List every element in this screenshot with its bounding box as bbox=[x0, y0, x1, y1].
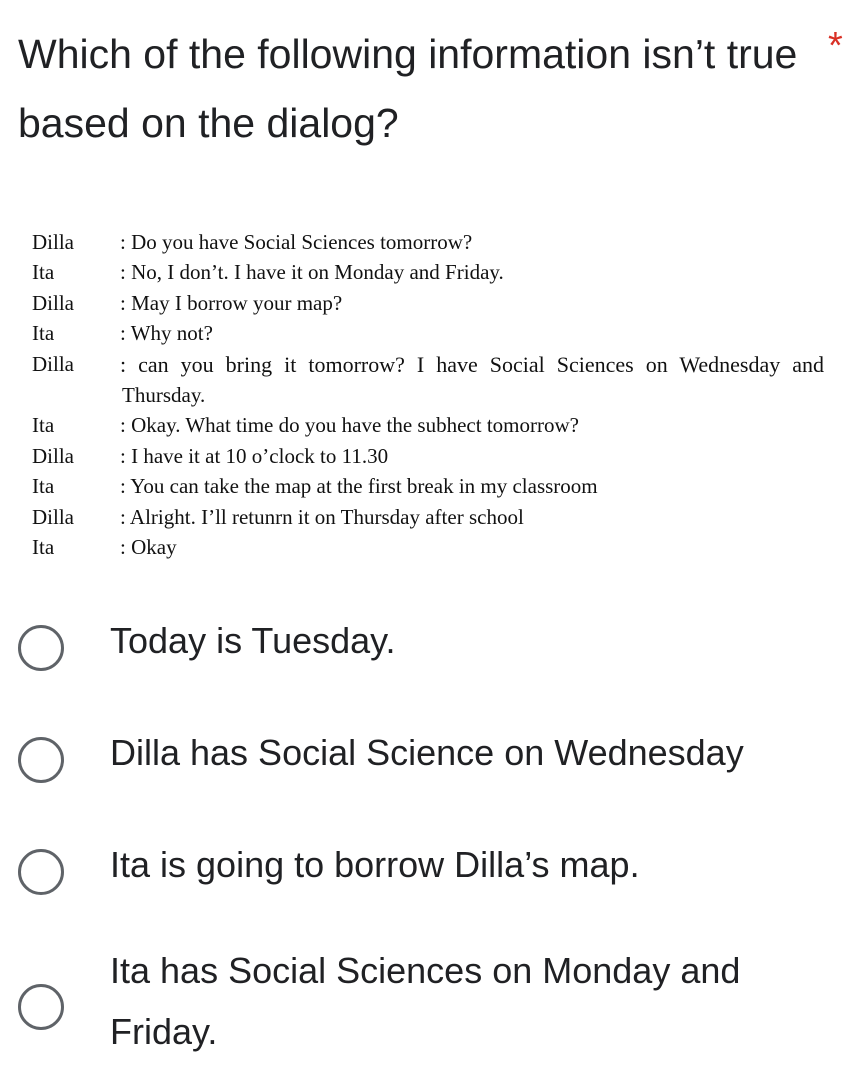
option-label[interactable]: Today is Tuesday. bbox=[110, 620, 396, 661]
question-title: Which of the following information isn’t true based on the dialog? bbox=[18, 31, 798, 146]
dialog-speaker: Ita bbox=[32, 321, 55, 345]
dialog-text: : Do you have Social Sciences tomorrow? bbox=[120, 230, 473, 254]
dialog-text: : I have it at 10 o’clock to 11.30 bbox=[120, 444, 389, 468]
dialog-text: : You can take the map at the first break in my classroom bbox=[120, 474, 598, 498]
dialog-speaker: Ita bbox=[32, 260, 55, 284]
dialog-text: : Okay. What time do you have the subhect tomorrow? bbox=[120, 413, 579, 437]
option-label[interactable]: Dilla has Social Science on Wednesday bbox=[110, 732, 744, 773]
dialog-text: : No, I don’t. I have it on Monday and Friday. bbox=[120, 260, 504, 284]
dialog-text: : can you bring it tomorrow? I have Social Sciences on Wednesday and bbox=[120, 352, 824, 377]
dialog-text: : Alright. I’ll retunrn it on Thursday after school bbox=[120, 505, 524, 529]
dialog-speaker: Dilla bbox=[32, 291, 74, 315]
radio-button[interactable] bbox=[18, 625, 64, 671]
dialog-text: : May I borrow your map? bbox=[120, 291, 343, 315]
radio-button[interactable] bbox=[18, 984, 64, 1030]
radio-button[interactable] bbox=[18, 737, 64, 783]
required-asterisk: * bbox=[828, 25, 843, 67]
option-label[interactable]: Ita is going to borrow Dilla’s map. bbox=[110, 844, 640, 885]
dialog-speaker: Ita bbox=[32, 535, 55, 559]
dialog-speaker: Dilla bbox=[32, 230, 74, 254]
dialog-speaker: Ita bbox=[32, 474, 55, 498]
dialog-speaker: Dilla bbox=[32, 505, 74, 529]
dialog-speaker: Ita bbox=[32, 413, 55, 437]
dialog-text: : Okay bbox=[120, 535, 177, 559]
radio-button[interactable] bbox=[18, 849, 64, 895]
dialog-text-continuation: Thursday. bbox=[122, 383, 206, 407]
dialog-text: : Why not? bbox=[120, 321, 213, 345]
dialog-speaker: Dilla bbox=[32, 444, 74, 468]
dialog-speaker: Dilla bbox=[32, 352, 74, 376]
option-label[interactable]: Ita has Social Sciences on Monday and Friday. bbox=[110, 950, 741, 1052]
